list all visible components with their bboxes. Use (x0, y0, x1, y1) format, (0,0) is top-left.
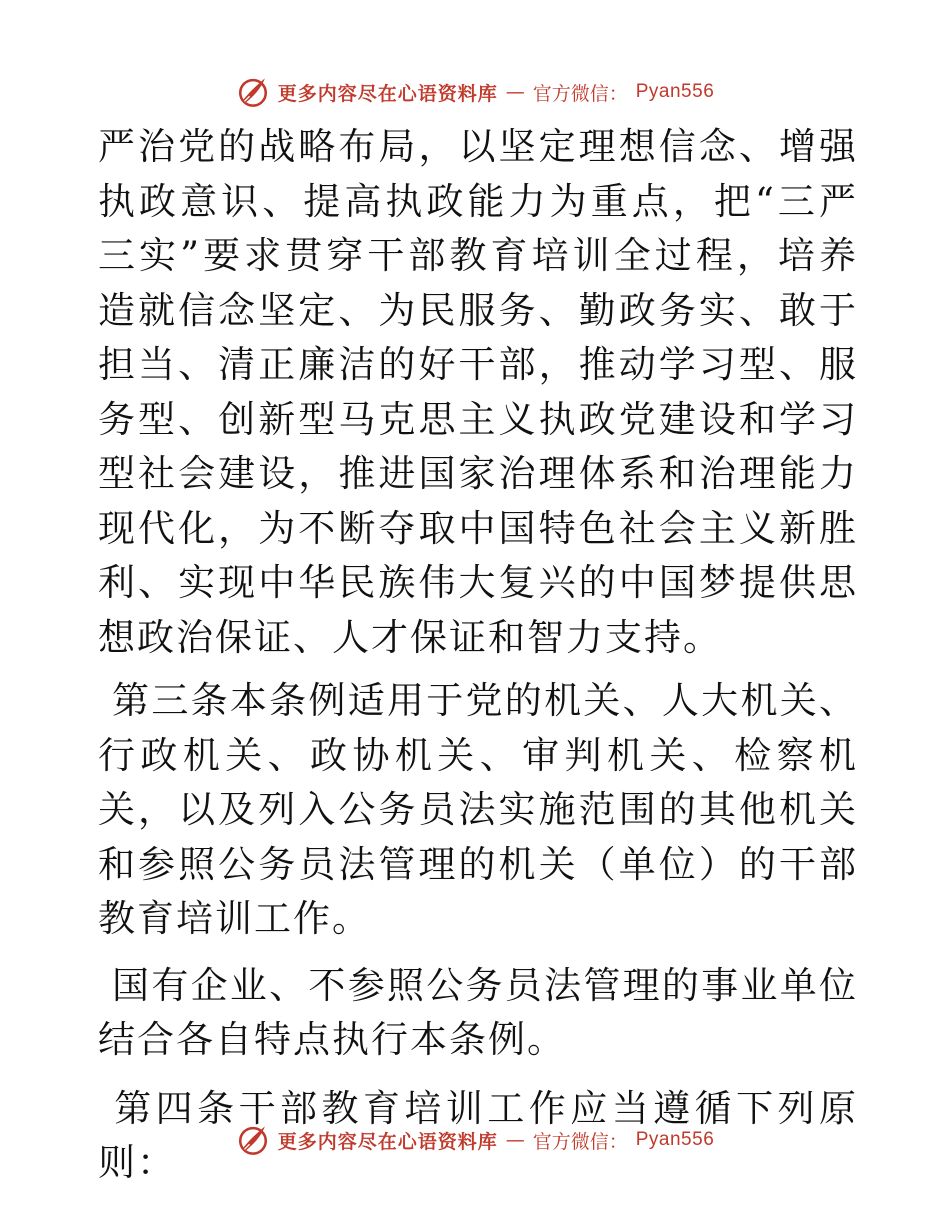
paragraph-article-3: 第三条本条例适用于党的机关、人大机关、行政机关、政协机关、审判机关、检察机关，以及列入公务员法实施范围的其他机关和参照公务员法管理的机关（单位）的干部教育培训工作。 (98, 679, 859, 940)
quill-pen-logo-icon (236, 75, 270, 109)
banner-slogan: 更多内容尽在心语资料库 (277, 82, 498, 105)
paragraph-continuation: 严治党的战略布局，以坚定理想信念、增强执政意识、提高执政能力为重点，把“三严三实”要求贯穿干部教育培训全过程，培养造就信念坚定、为民服务、勤政务实、敢于担当、清正廉洁的好干部，推动学习型、服务型、创新型马克思主义执政党建设和学习型社会建设，推进国家治理体系和治理能力现代化，为不断夺取中国特色社会主义新胜利、实现中华民族伟大复兴的中国梦提供思想政治保证、人才保证和智力支持。 (98, 125, 858, 659)
banner-wechat-id: Pyan556 (635, 1129, 715, 1150)
banner-dash: — (505, 1129, 525, 1151)
quill-pen-logo-icon (236, 1123, 270, 1157)
paragraph-article-4: 第四条干部教育培训工作应当遵循下列原则： (98, 1086, 858, 1184)
paragraph-state-enterprises: 国有企业、不参照公务员法管理的事业单位结合各自特点执行本条例。 (98, 963, 859, 1061)
document-body (98, 120, 858, 1191)
banner-slogan: 更多内容尽在心语资料库 (277, 1130, 498, 1153)
banner-wechat-label: 官方微信： (532, 82, 628, 105)
banner-dash: — (505, 81, 525, 103)
footer-banner (0, 1120, 950, 1160)
banner-wechat-label: 官方微信： (532, 1130, 628, 1153)
banner-wechat-id: Pyan556 (635, 81, 715, 102)
header-banner (0, 72, 950, 112)
